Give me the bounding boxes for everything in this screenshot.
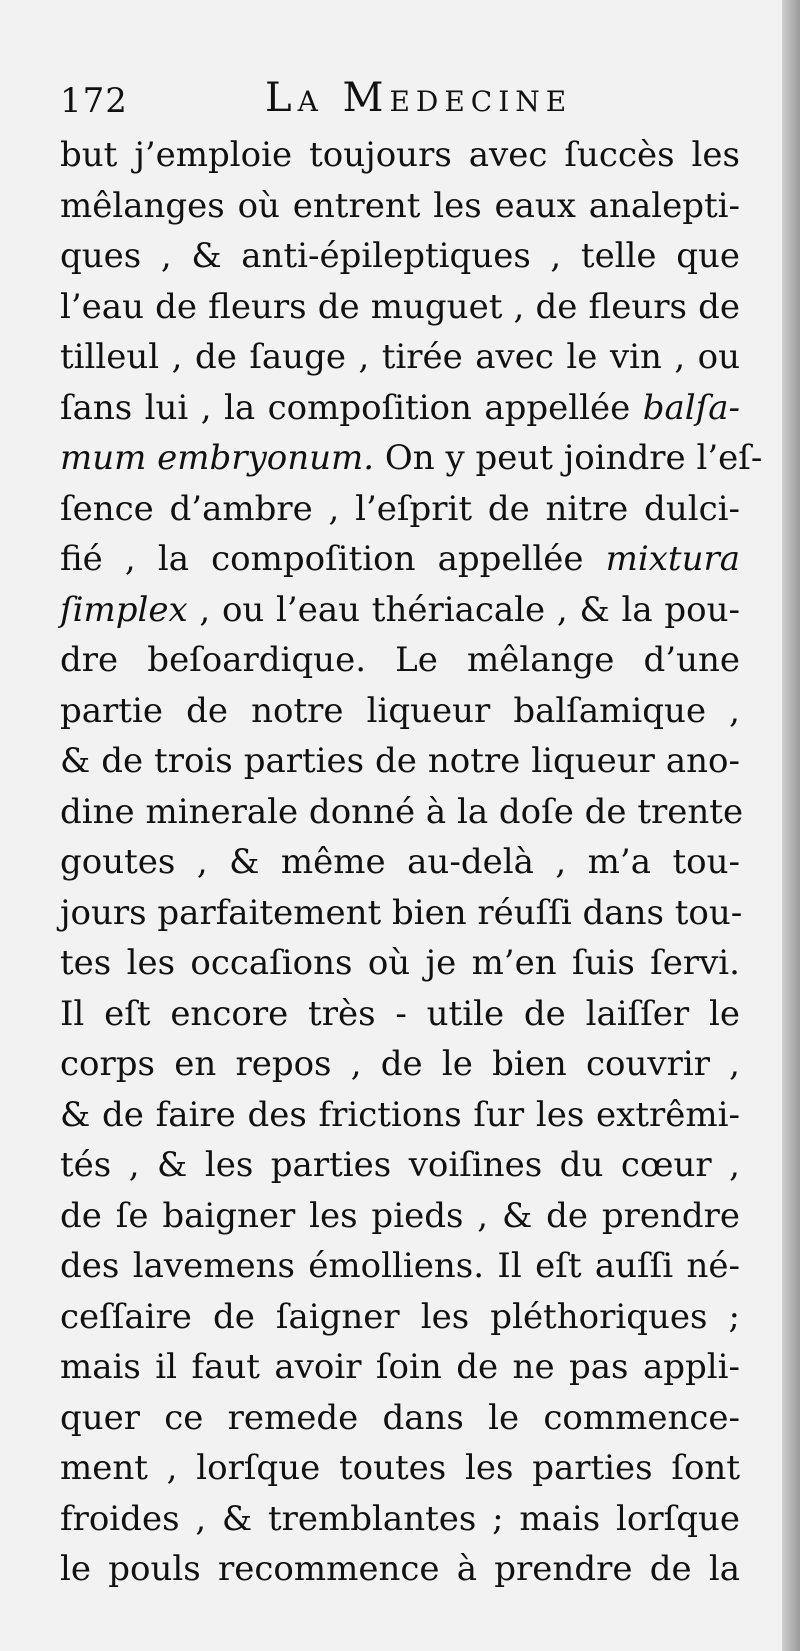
text-line <box>60 231 740 282</box>
body-text <box>60 130 763 1595</box>
text-fragment: mêlanges où entrent les eaux analepti- <box>60 185 740 226</box>
text-line <box>60 1292 740 1343</box>
text-fragment: de ſe baigner les pieds , & de prendre <box>60 1195 740 1236</box>
text-fragment: tes les occaſions où je m’en ſuis ſervi. <box>60 943 740 983</box>
text-line <box>60 837 740 888</box>
text-fragment: le pouls recommence à prendre de la <box>60 1549 740 1589</box>
page-gutter-shadow <box>782 0 800 1651</box>
text-fragment: fié , la compoſition appellée <box>60 539 606 579</box>
text-line <box>60 332 740 383</box>
text-fragment: ſans lui , la compoſition appellée <box>60 387 643 428</box>
text-fragment: goutes , & même au-delà , m’a tou- <box>60 842 740 882</box>
text-line <box>60 1241 740 1292</box>
text-fragment: froides , & tremblantes ; mais lorſque <box>60 1498 740 1539</box>
text-fragment: ques , & anti-épileptiques , telle que <box>60 236 740 276</box>
text-line <box>60 1443 740 1494</box>
text-fragment: , ou l’eau thériacale , & la pou- <box>187 589 740 630</box>
text-line <box>60 1039 740 1090</box>
text-fragment: tilleul , de ſauge , tirée avec le vin , ou <box>60 337 740 377</box>
text-fragment: & de faire des frictions ſur les extrêmi- <box>60 1094 740 1135</box>
text-fragment: ment , lorſque toutes les parties ſont <box>60 1448 740 1488</box>
text-line <box>60 635 740 686</box>
text-fragment: l’eau de fleurs de muguet , de fleurs de <box>60 286 740 327</box>
text-line <box>60 1544 740 1595</box>
text-fragment: corps en repos , de le bien couvrir , <box>60 1044 740 1084</box>
text-fragment: Il eſt encore très - utile de laiſſer le <box>60 993 740 1034</box>
text-line <box>60 736 740 787</box>
text-line <box>60 585 740 636</box>
text-line <box>60 1393 740 1444</box>
text-line <box>60 787 744 838</box>
text-line <box>60 1494 740 1545</box>
text-line <box>60 989 740 1040</box>
text-line <box>60 484 740 535</box>
text-line <box>60 1342 740 1393</box>
text-line <box>60 1140 740 1191</box>
text-fragment: dine minerale donné à la doſe de trente <box>60 791 744 832</box>
text-fragment: jours parfaitement bien réuſſi dans tou- <box>60 892 743 933</box>
text-line <box>60 181 740 232</box>
text-fragment: quer ce remede dans le commence- <box>60 1397 740 1438</box>
text-fragment: but j’emploie toujours avec ſuccès les <box>60 135 740 175</box>
text-fragment: tés , & les parties voiſines du cœur , <box>60 1145 740 1185</box>
italic-text: ſimplex <box>60 589 188 630</box>
text-line <box>60 888 743 939</box>
text-fragment: des lavemens émolliens. Il eſt auſſi né- <box>60 1246 740 1286</box>
italic-text: balſa- <box>642 387 740 428</box>
page-header <box>60 75 740 125</box>
text-line <box>60 1090 740 1141</box>
text-line <box>60 383 740 434</box>
text-fragment: mais il faut avoir ſoin de ne pas appli- <box>60 1347 740 1387</box>
text-line <box>60 130 740 181</box>
text-line <box>60 1191 740 1242</box>
text-fragment: dre beſoardique. Le mêlange d’une <box>60 640 740 680</box>
text-line <box>60 938 740 989</box>
running-head: La Medecine <box>265 75 573 121</box>
text-fragment: On y peut joindre l’eſ- <box>374 438 763 478</box>
text-line <box>60 534 740 585</box>
text-fragment: ceſſaire de ſaigner les pléthoriques ; <box>60 1296 740 1337</box>
page-number: 172 <box>60 81 128 121</box>
text-fragment: ſence d’ambre , l’eſprit de nitre dulci- <box>60 488 740 529</box>
text-line <box>60 686 740 737</box>
text-fragment: partie de notre liqueur balſamique , <box>60 690 740 731</box>
text-line <box>60 282 740 333</box>
text-line <box>60 433 763 484</box>
text-fragment: & de trois parties de notre liqueur ano- <box>60 741 740 781</box>
italic-text: mum embryonum. <box>60 438 375 478</box>
italic-text: mixtura <box>605 539 740 579</box>
